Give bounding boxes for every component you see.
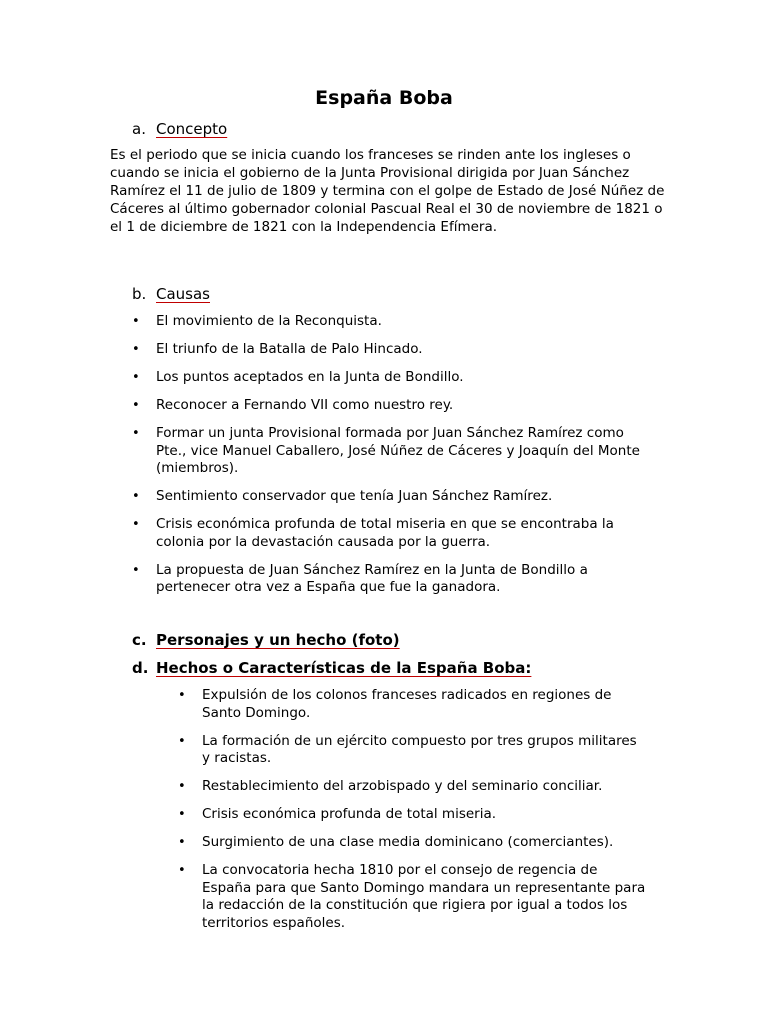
section-b-heading (132, 284, 210, 304)
list-item-text: La formación de un ejército compuesto por tres grupos militares y racistas. (202, 732, 637, 766)
list-item (132, 562, 652, 597)
list-item-text: Crisis económica profunda de total miseria. (202, 806, 497, 822)
document-title: España Boba (315, 87, 453, 109)
bullet-icon: • (178, 688, 186, 703)
list-item-text: La convocatoria hecha 1810 por el consejo de regencia de España para que Santo Domingo mandara un representante para la redacción de la constitución que rigiera por igual a todos los territorios españoles. (202, 862, 646, 931)
list-item-text: Formar un junta Provisional formada por Juan Sánchez Ramírez como Pte., vice Manuel Caballero, José Núñez de Cáceres y Joaquín del Monte (miembros). (156, 425, 640, 476)
list-item (178, 778, 648, 796)
bullet-icon: • (178, 835, 186, 850)
bullet-icon: • (178, 779, 186, 794)
section-c-title: Personajes y un hecho (foto) (156, 631, 400, 649)
list-item-text: El movimiento de la Reconquista. (156, 313, 382, 329)
section-d-title: Hechos o Características de la España Boba: (156, 659, 532, 677)
section-b-title: Causas (156, 285, 210, 303)
hechos-list (178, 687, 648, 943)
list-item (132, 341, 652, 359)
list-item-text: Restablecimiento del arzobispado y del seminario conciliar. (202, 778, 603, 794)
list-item-text: Surgimiento de una clase media dominicano (comerciantes). (202, 834, 614, 850)
list-item-text: La propuesta de Juan Sánchez Ramírez en la Junta de Bondillo a pertenecer otra vez a España que fue la ganadora. (156, 561, 588, 595)
list-item (132, 397, 652, 415)
bullet-icon: • (132, 342, 140, 357)
list-item (178, 733, 648, 768)
section-a-title: Concepto (156, 120, 228, 138)
bullet-icon: • (178, 733, 186, 749)
bullet-icon: • (132, 517, 140, 532)
list-item (132, 369, 652, 387)
section-d-heading (132, 658, 531, 678)
section-c-heading (132, 630, 400, 650)
section-b-label: b. (132, 285, 147, 303)
bullet-icon: • (178, 863, 186, 878)
list-item (178, 862, 648, 932)
list-item (178, 834, 648, 852)
list-item (178, 806, 648, 824)
bullet-icon: • (132, 370, 140, 385)
bullet-icon: • (132, 426, 140, 441)
bullet-icon: • (132, 562, 140, 578)
list-item-text: Los puntos aceptados en la Junta de Bondillo. (156, 369, 464, 385)
list-item (178, 687, 648, 722)
section-a-label: a. (132, 120, 146, 138)
list-item-text: Sentimiento conservador que tenía Juan Sánchez Ramírez. (156, 488, 553, 504)
list-item (132, 516, 652, 551)
list-item (132, 313, 652, 331)
list-item (132, 488, 652, 506)
causas-list (132, 313, 652, 607)
section-a-heading (132, 119, 227, 139)
list-item-text: Reconocer a Fernando VII como nuestro rey. (156, 397, 454, 413)
list-item-text: Crisis económica profunda de total miseria en que se encontraba la colonia por la devastación causada por la guerra. (156, 516, 614, 550)
bullet-icon: • (132, 314, 140, 329)
section-c-label: c. (132, 631, 147, 649)
bullet-icon: • (132, 398, 140, 413)
bullet-icon: • (132, 489, 140, 504)
section-d-label: d. (132, 659, 149, 677)
bullet-icon: • (178, 807, 186, 822)
concepto-paragraph: Es el periodo que se inicia cuando los franceses se rinden ante los ingleses o cuando se inicia el gobierno de la Junta Provisional dirigida por Juan Sánchez Ramírez el 11 de julio de 1809 y termina con el golpe de Estado de José Núñez de Cáceres al último gobernador colonial Pascual Real el 30 de noviembre de 1821 o el 1 de diciembre de 1821 con la Independencia Efímera. (110, 147, 665, 235)
list-item-text: El triunfo de la Batalla de Palo Hincado. (156, 341, 423, 357)
list-item (132, 425, 652, 478)
list-item-text: Expulsión de los colonos franceses radicados en regiones de Santo Domingo. (202, 687, 612, 721)
